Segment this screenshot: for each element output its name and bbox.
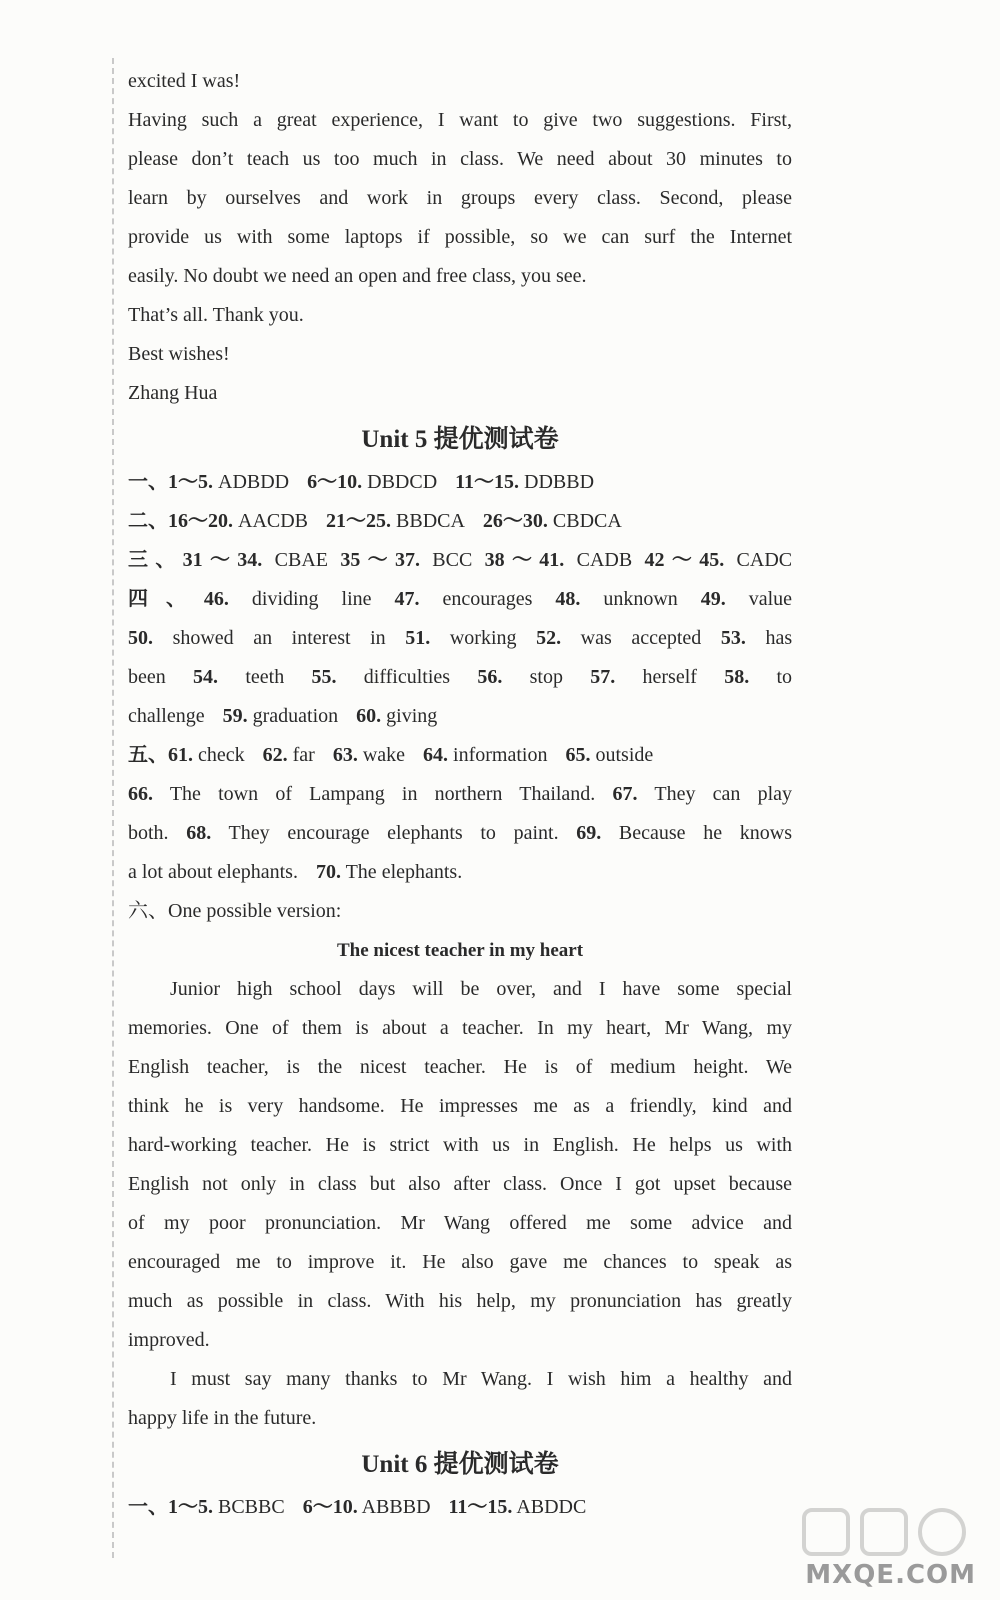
question-number: 50.	[128, 627, 153, 649]
answer: The town of Lampang in northern Thailand.	[169, 783, 596, 805]
unit5-title: Unit 5 提优测试卷	[361, 426, 559, 453]
question-range: 42～45.	[644, 549, 725, 571]
question-number: 53.	[720, 627, 746, 649]
question-number: 63.	[332, 744, 358, 766]
letter-signature: Zhang Hua	[128, 382, 218, 404]
unit6-section-1	[128, 1488, 792, 1527]
essay-line: memories. One of them is about a teacher. In my heart, Mr Wang, my	[128, 1017, 792, 1039]
question-number: 66.	[128, 783, 153, 805]
question-range: 6～10.	[302, 1496, 358, 1518]
answer: BCBBC	[218, 1496, 285, 1518]
answer: was accepted	[580, 627, 702, 649]
answer: The elephants.	[345, 861, 463, 883]
unit5-section-1	[128, 463, 792, 502]
answer: both.	[128, 822, 169, 844]
unit6-title: Unit 6 提优测试卷	[361, 1451, 559, 1478]
binding-margin-line	[112, 58, 114, 1558]
section-label: 六、	[128, 900, 168, 922]
answer: difficulties	[363, 666, 451, 688]
question-number: 59.	[222, 705, 248, 727]
answer: challenge	[128, 705, 205, 727]
question-number: 65.	[565, 744, 591, 766]
question-range: 38～41.	[484, 549, 565, 571]
answer: BBDCA	[396, 510, 465, 532]
answer: showed an interest in	[172, 627, 386, 649]
watermark-text: MXQE.COM	[805, 1560, 976, 1590]
question-number: 54.	[193, 666, 219, 688]
question-number: 55.	[311, 666, 337, 688]
essay-line: happy life in the future.	[128, 1407, 317, 1429]
unit5-section-5-line-1	[128, 736, 792, 775]
answer: ADBDD	[218, 471, 290, 493]
question-range: 11～15.	[455, 471, 520, 493]
answer: BCC	[432, 549, 473, 571]
answer: DDBBD	[524, 471, 595, 493]
answer: wake	[362, 744, 406, 766]
question-number: 56.	[477, 666, 503, 688]
question-range: 1～5.	[168, 1496, 213, 1518]
answer: a lot about elephants.	[128, 861, 298, 883]
section-text: One possible version:	[168, 900, 342, 922]
answer: They encourage elephants to paint.	[228, 822, 559, 844]
question-number: 46.	[203, 588, 229, 610]
essay-line: improved.	[128, 1329, 210, 1351]
answer: encourages	[442, 588, 533, 610]
answer: CADB	[576, 549, 633, 571]
unit5-section-4-line-1	[128, 580, 792, 619]
question-range: 21～25.	[326, 510, 392, 532]
section-label: 一、	[128, 471, 168, 493]
essay-line: think he is very handsome. He impresses me as a friendly, kind and	[128, 1095, 792, 1117]
question-number: 48.	[555, 588, 581, 610]
letter-line: provide us with some laptops if possible, so we can surf the Internet	[128, 226, 792, 248]
essay-line: English teacher, is the nicest teacher. He is of medium height. We	[128, 1056, 792, 1078]
document-page	[128, 62, 792, 1527]
question-range: 6～10.	[307, 471, 363, 493]
question-range: 35～37.	[340, 549, 420, 571]
question-range: 16～20.	[168, 510, 233, 532]
unit5-section-3	[128, 541, 792, 580]
answer: unknown	[603, 588, 678, 610]
essay-line: English not only in class but also after class. Once I got upset because	[128, 1173, 792, 1195]
answer: herself	[642, 666, 697, 688]
answer: working	[449, 627, 517, 649]
essay-line: Junior high school days will be over, and I have some special	[170, 978, 792, 1000]
question-number: 70.	[315, 861, 341, 883]
question-number: 60.	[356, 705, 382, 727]
answer: information	[453, 744, 548, 766]
question-number: 58.	[724, 666, 750, 688]
question-range: 26～30.	[482, 510, 548, 532]
letter-line: excited I was!	[128, 70, 241, 92]
answer: to	[776, 666, 792, 688]
answer: ABDDC	[516, 1496, 587, 1518]
answer: been	[128, 666, 166, 688]
essay-line: encouraged me to improve it. He also gave me chances to speak as	[128, 1251, 792, 1273]
unit5-section-4-line-4	[128, 697, 792, 736]
answer: ABBBD	[361, 1496, 431, 1518]
answer: teeth	[245, 666, 285, 688]
answer: value	[748, 588, 792, 610]
question-range: 31～34.	[182, 549, 263, 571]
answer: has	[765, 627, 792, 649]
question-number: 61.	[168, 744, 193, 766]
question-number: 68.	[186, 822, 212, 844]
letter-line: Having such a great experience, I want to give two suggestions. First,	[128, 109, 792, 131]
question-number: 62.	[262, 744, 288, 766]
unit5-section-5-line-3	[128, 814, 792, 853]
essay-line: of my poor pronunciation. Mr Wang offered me some advice and	[128, 1212, 792, 1234]
section-label: 五、	[128, 744, 168, 766]
section-label: 四、	[128, 588, 204, 610]
answer: Because he knows	[618, 822, 792, 844]
question-range: 1～5.	[168, 471, 213, 493]
letter-line: please don’t teach us too much in class. We need about 30 minutes to	[128, 148, 792, 170]
question-number: 49.	[700, 588, 726, 610]
letter-line: easily. No doubt we need an open and free class, you see.	[128, 265, 587, 287]
answer: check	[198, 744, 245, 766]
section-label: 二、	[128, 510, 168, 532]
section-label: 一、	[128, 1496, 168, 1518]
unit5-section-2	[128, 502, 792, 541]
unit5-section-5-line-2	[128, 775, 792, 814]
question-number: 47.	[394, 588, 420, 610]
answer: They can play	[654, 783, 792, 805]
essay-line: I must say many thanks to Mr Wang. I wish him a healthy and	[170, 1368, 792, 1390]
answer: dividing line	[251, 588, 372, 610]
unit5-section-5-line-4	[128, 853, 792, 892]
essay-line: much as possible in class. With his help, my pronunciation has greatly	[128, 1290, 792, 1312]
question-number: 69.	[576, 822, 602, 844]
answer: stop	[529, 666, 563, 688]
answer: far	[292, 744, 315, 766]
unit5-section-4-line-3	[128, 658, 792, 697]
answer: giving	[386, 705, 438, 727]
unit5-section-6	[128, 892, 792, 931]
letter-line: learn by ourselves and work in groups every class. Second, please	[128, 187, 792, 209]
essay-title: The nicest teacher in my heart	[336, 940, 584, 961]
question-number: 57.	[590, 666, 616, 688]
question-number: 51.	[405, 627, 431, 649]
answer: CADC	[736, 549, 792, 571]
question-number: 52.	[536, 627, 562, 649]
question-number: 67.	[612, 783, 638, 805]
answer: DBDCD	[367, 471, 438, 493]
letter-closing: Best wishes!	[128, 343, 230, 365]
answer: graduation	[252, 705, 339, 727]
essay-line: hard-working teacher. He is strict with us in English. He helps us with	[128, 1134, 792, 1156]
unit5-section-4-line-2	[128, 619, 792, 658]
answer: AACDB	[238, 510, 309, 532]
answer: CBAE	[274, 549, 328, 571]
answer: outside	[595, 744, 654, 766]
letter-line: That’s all. Thank you.	[128, 304, 304, 326]
answer: CBDCA	[552, 510, 622, 532]
section-label: 三、	[128, 549, 183, 571]
question-number: 64.	[423, 744, 449, 766]
question-range: 11～15.	[448, 1496, 513, 1518]
